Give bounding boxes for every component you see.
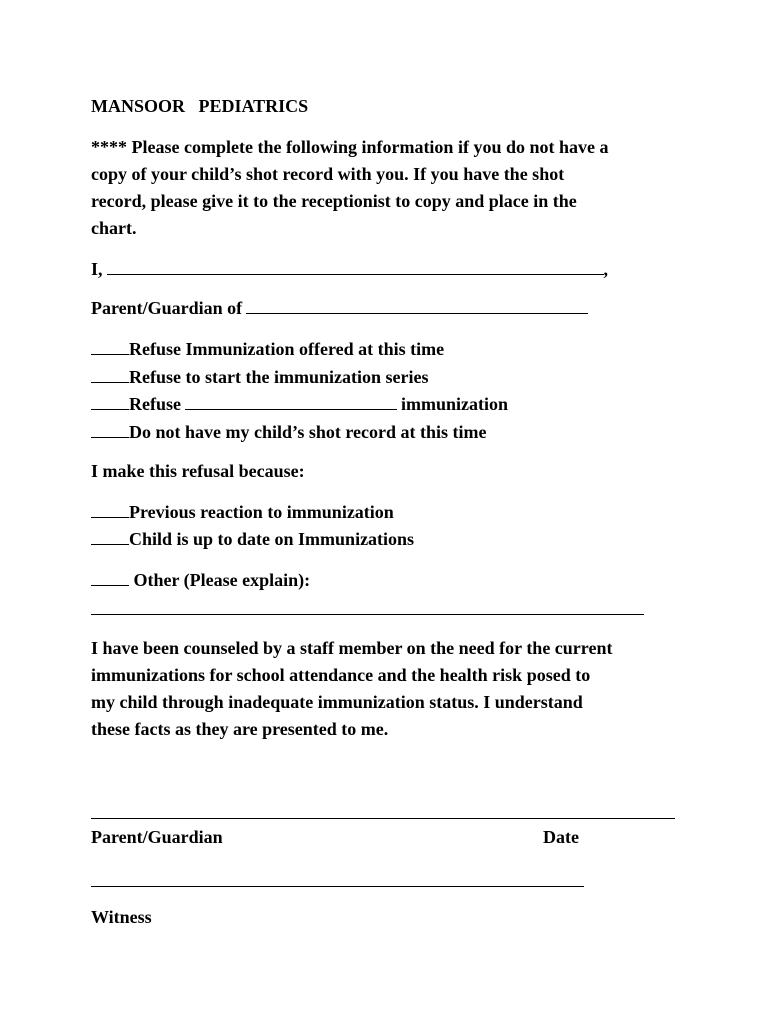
i-label: I, <box>91 259 103 279</box>
reasons-heading: I make this refusal because: <box>91 461 305 481</box>
reason-1 <box>91 501 394 523</box>
date-label: Date <box>543 827 579 847</box>
refusal-option-3-suffix: immunization <box>401 394 509 414</box>
intro-line-4: chart. <box>91 218 137 238</box>
refusal-option-2-label: Refuse to start the immunization series <box>129 367 429 387</box>
intro-line-2: copy of your child’s shot record with you. If you have the shot <box>91 164 565 184</box>
reason-1-label: Previous reaction to immunization <box>129 502 394 522</box>
other-explanation-field[interactable] <box>91 614 644 615</box>
reason-1-checkbox[interactable] <box>91 503 129 518</box>
witness-label: Witness <box>91 907 152 927</box>
reason-2-checkbox[interactable] <box>91 530 129 545</box>
refusal-option-2 <box>91 366 428 388</box>
parent-guardian-label: Parent/Guardian <box>91 827 223 847</box>
refusal-option-4-label: Do not have my child’s shot record at this time <box>129 422 487 442</box>
intro-line-3: record, please give it to the receptionist to copy and place in the <box>91 191 577 211</box>
reason-2-label: Child is up to date on Immunizations <box>129 529 415 549</box>
parent-signature-field[interactable] <box>91 818 675 819</box>
statement-line-1: I have been counseled by a staff member on the need for the current <box>91 638 613 658</box>
refusal-option-4 <box>91 421 486 443</box>
statement-line-3: my child through inadequate immunization status. I understand <box>91 692 583 712</box>
refusal-option-3 <box>91 393 508 415</box>
witness-signature-field[interactable] <box>91 886 584 887</box>
refusal-option-2-checkbox[interactable] <box>91 368 129 383</box>
refusal-option-4-checkbox[interactable] <box>91 423 129 438</box>
refusal-option-1-checkbox[interactable] <box>91 340 129 355</box>
name-row <box>91 258 608 280</box>
statement-line-2: immunizations for school attendance and the health risk posed to <box>91 665 591 685</box>
refusal-option-3-prefix: Refuse <box>129 394 181 414</box>
reason-2 <box>91 528 414 550</box>
vaccine-name-field[interactable] <box>185 395 397 410</box>
parent-of-row <box>91 297 588 319</box>
reason-other-checkbox[interactable] <box>91 571 129 586</box>
statement-line-4: these facts as they are presented to me. <box>91 719 389 739</box>
page-title: MANSOOR PEDIATRICS <box>91 96 309 116</box>
reason-other-label: Other (Please explain): <box>129 570 311 590</box>
parent-of-label: Parent/Guardian of <box>91 298 243 318</box>
refusal-option-3-checkbox[interactable] <box>91 395 129 410</box>
refusal-option-1-label: Refuse Immunization offered at this time <box>129 339 445 359</box>
refusal-option-1 <box>91 338 444 360</box>
reason-other <box>91 569 310 591</box>
name-suffix: , <box>603 259 609 279</box>
intro-line-1: **** Please complete the following information if you do not have a <box>91 137 609 157</box>
child-name-field[interactable] <box>246 299 588 314</box>
name-field[interactable] <box>107 260 604 275</box>
